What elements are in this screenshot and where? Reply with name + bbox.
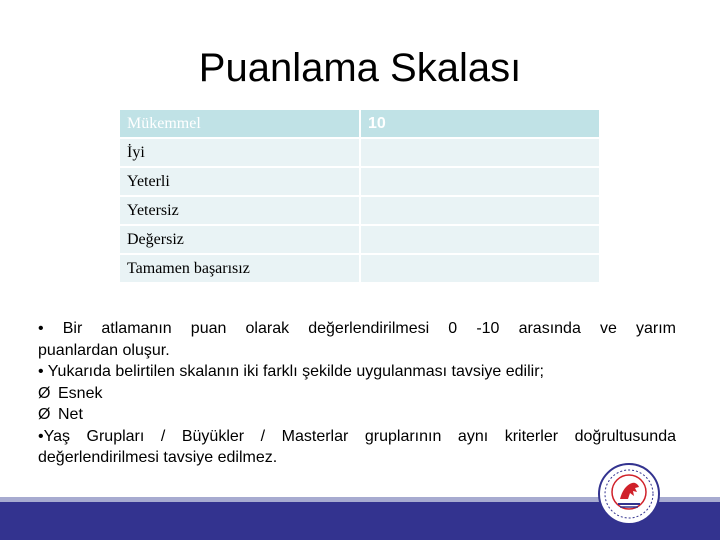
page-title: Puanlama Skalası	[198, 46, 522, 90]
paragraph-line: değerlendirilmesi tavsiye edilmez.	[38, 449, 278, 466]
table-row	[120, 139, 599, 168]
option-item	[38, 383, 676, 405]
option-label: Esnek	[58, 384, 103, 402]
scale-score	[361, 168, 599, 197]
table-row	[120, 110, 599, 139]
scale-label: Yetersiz	[120, 197, 361, 226]
paragraph-line: puanlardan oluşur.	[38, 341, 170, 359]
paragraph-line: •Yaş Grupları / Büyükler / Masterlar gruplarının aynı kriterler doğrultusunda	[38, 427, 676, 445]
body-text	[38, 318, 676, 469]
scale-score	[361, 226, 599, 255]
scale-label: Değersiz	[120, 226, 361, 255]
arrow-bullet-icon: Ø	[38, 406, 51, 423]
table-row	[120, 255, 599, 284]
option-item	[38, 404, 676, 426]
scale-label: Tamamen başarısız	[120, 255, 361, 284]
federation-emblem-icon	[598, 463, 660, 525]
paragraph-line: • Yukarıda belirtilen skalanın iki farklı şekilde uygulanması tavsiye edilir;	[38, 363, 544, 380]
scale-label: Mükemmel	[120, 110, 361, 139]
table-row	[120, 168, 599, 197]
arrow-bullet-icon: Ø	[38, 384, 51, 402]
option-label: Net	[58, 406, 83, 423]
scale-score	[361, 139, 599, 168]
scale-score	[361, 255, 599, 284]
table-row	[120, 226, 599, 255]
scale-label: Yeterli	[120, 168, 361, 197]
paragraph-line: • Bir atlamanın puan olarak değerlendirilmesi 0 -10 arasında ve yarım	[38, 320, 676, 337]
scale-score	[361, 197, 599, 226]
scoring-scale-table	[120, 110, 599, 284]
scale-label: İyi	[120, 139, 361, 168]
scale-score: 10	[361, 110, 599, 139]
table-row	[120, 197, 599, 226]
